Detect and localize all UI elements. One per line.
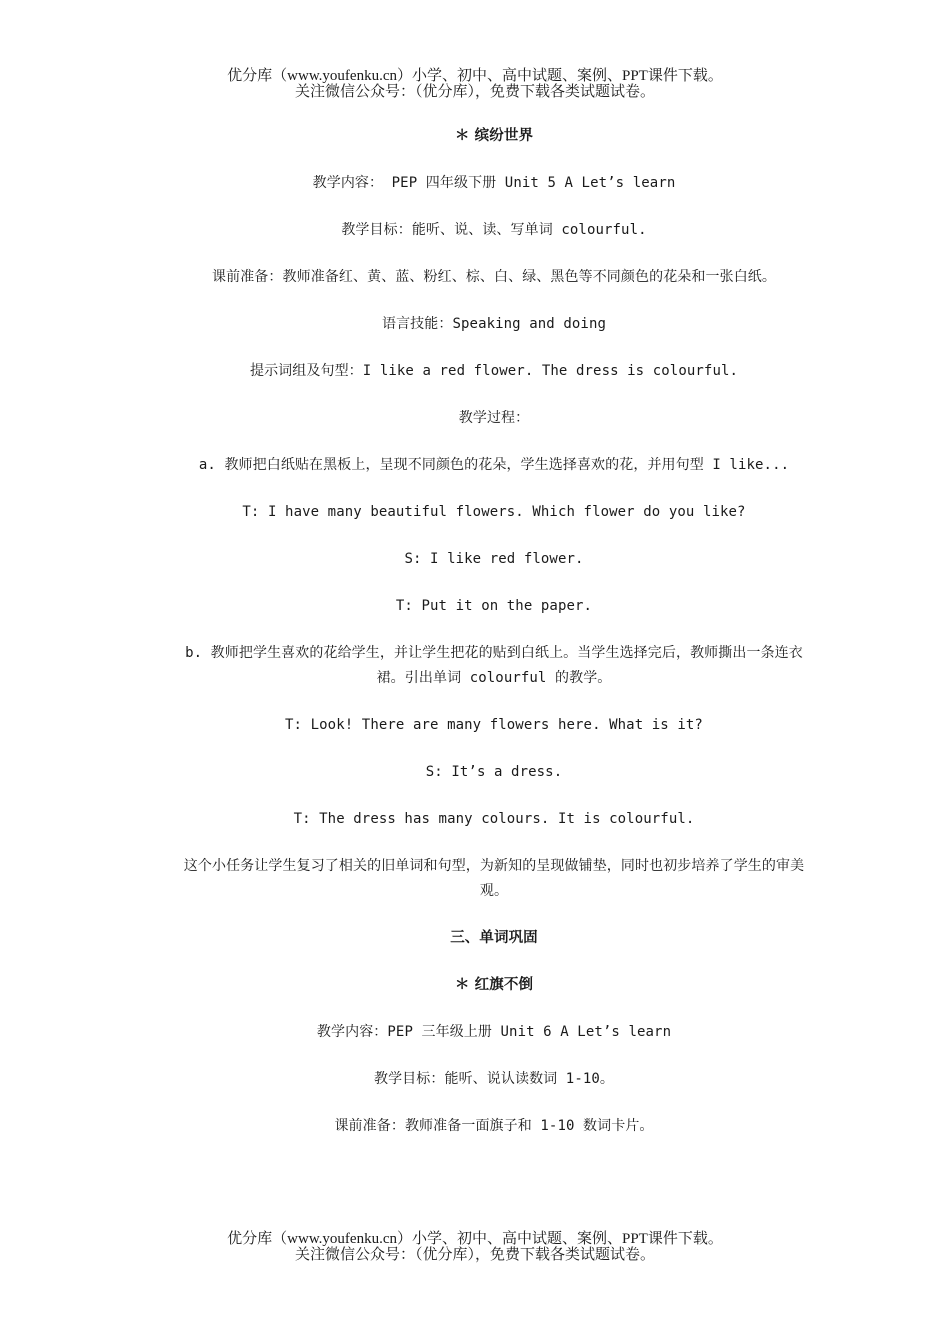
hint-sentences-1: 提示词组及句型：I like a red flower. The dress is colourful. (249, 363, 739, 379)
step-a: a. 教师把白纸贴在黑板上，呈现不同颜色的花朵，学生选择喜欢的花，并用句型 I like... (198, 457, 790, 473)
document-body (180, 124, 808, 1161)
language-skill-1: 语言技能：Speaking and doing (381, 316, 607, 332)
dialog-b-line-2: S: It’s a dress. (425, 764, 563, 780)
dialog-b-line-3: T: The dress has many colours. It is colourful. (293, 811, 695, 827)
class-preparation-2: 课前准备：教师准备一面旗子和 1-10 数词卡片。 (334, 1118, 654, 1134)
header-line-2: 关注微信公众号：（优分库），免费下载各类试题试卷。 (294, 84, 655, 100)
dialog-a-line-3: T: Put it on the paper. (395, 598, 593, 614)
footer-line-2: 关注微信公众号：（优分库），免费下载各类试题试卷。 (294, 1247, 655, 1263)
teaching-process-label: 教学过程： (458, 410, 530, 426)
section-heading-word-consolidation: 三、单词巩固 (450, 930, 538, 946)
page-footer (0, 1231, 950, 1263)
activity-title-red-flag: ＊ 红旗不倒 (454, 977, 534, 993)
dialog-a-line-2: S: I like red flower. (404, 551, 584, 567)
page-header (0, 68, 950, 100)
header-line-1: 优分库（www.youfenku.cn）小学、初中、高中试题、案例、PPT课件下载。 (227, 68, 723, 84)
footer-line-1: 优分库（www.youfenku.cn）小学、初中、高中试题、案例、PPT课件下载。 (227, 1231, 723, 1247)
dialog-a-line-1: T: I have many beautiful flowers. Which flower do you like? (242, 504, 746, 520)
teaching-goal-2: 教学目标：能听、说认读数词 1-10。 (373, 1071, 615, 1087)
activity-summary: 这个小任务让学生复习了相关的旧单词和句型，为新知的呈现做铺垫，同时也初步培养了学生的审美观。 (183, 858, 805, 899)
class-preparation-1: 课前准备：教师准备红、黄、蓝、粉红、棕、白、绿、黑色等不同颜色的花朵和一张白纸。 (212, 269, 776, 285)
teaching-content-2: 教学内容：PEP 三年级上册 Unit 6 A Let’s learn (316, 1024, 672, 1040)
step-b: b. 教师把学生喜欢的花给学生，并让学生把花的贴到白纸上。当学生选择完后，教师撕出一条连衣裙。引出单词 colourful 的教学。 (185, 645, 803, 686)
teaching-goal-1: 教学目标：能听、说、读、写单词 colourful. (341, 222, 647, 238)
activity-title-colourful-world: ＊ 缤纷世界 (454, 128, 534, 144)
dialog-b-line-1: T: Look! There are many flowers here. What is it? (285, 717, 703, 733)
teaching-content-1: 教学内容： PEP 四年级下册 Unit 5 A Let’s learn (312, 175, 676, 191)
